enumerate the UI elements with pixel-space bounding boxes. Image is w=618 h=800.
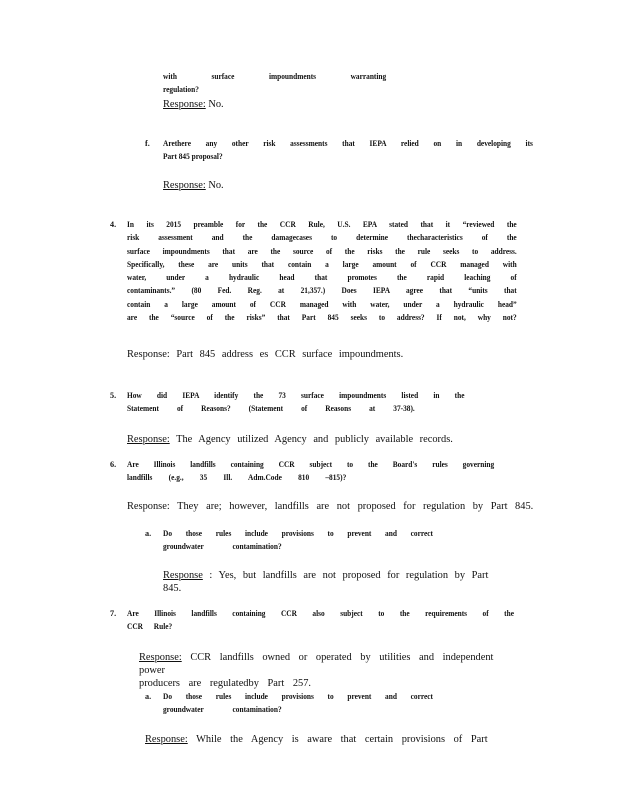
question-6-text: Are Illinois landfills containing CCR subject to the Board's rules governing landfills (e.g., 35 Ill. Adm.Code 810 –815)?: [127, 460, 495, 483]
question-number-7: 7.: [110, 609, 117, 618]
item-marker-7a: a.: [145, 692, 152, 701]
question-number-6: 6.: [110, 460, 117, 469]
question-5-text: How did IEPA identify the 73 surface impoundments listed in the Statement of Reasons? (Statement of Reasons at 37-38).: [127, 391, 465, 414]
response-3e: Response: No.: [163, 99, 224, 110]
response-7a: Response: While the Agency is aware that certain provisions of Part: [145, 734, 488, 745]
response-6: Response: They are; however, landfills are not proposed for regulation by Part 845.: [127, 501, 534, 512]
question-3e-text: with surface impoundments warranting regulation?: [163, 72, 387, 95]
item-marker-f: f.: [145, 139, 150, 148]
question-7a-text: Do those rules include provisions to prevent and correct groundwater contamination?: [163, 692, 433, 715]
question-number-5: 5.: [110, 391, 117, 400]
response-4: Response: Part 845 address es CCR surface impoundments.: [127, 349, 404, 360]
response-5: Response: The Agency utilized Agency and publicly available records.: [127, 434, 453, 445]
item-marker-6a: a.: [145, 529, 152, 538]
question-4-text: In its 2015 preamble for the CCR Rule, U.S. EPA stated that it “reviewed the risk assessment and the damagecases to determine thecharacteristics of the surface impoundments that are the source of the risks the rule seeks to address. Specifically, these are units that contain a large amount of CCR managed with water, under a hydraulic head that promotes the rapid leaching of contaminants.” (80 Fed. Reg. at 21,357.) Does IEPA agree that “units that contain a large amount of CCR managed with water, under a hydraulic head” are the “source of the risks” that Part 845 seeks to address? If not, why not?: [127, 220, 517, 323]
question-7-text: Are Illinois landfills containing CCR also subject to the requirements of the CCR Rule?: [127, 609, 514, 632]
question-6a-text: Do those rules include provisions to prevent and correct groundwater contamination?: [163, 529, 433, 552]
question-number-4: 4.: [110, 220, 117, 229]
response-7: Response: CCR landfills owned or operated by utilities and independent power producers are regulatedby Part 257.: [139, 652, 494, 689]
response-6a: Response : Yes, but landfills are not proposed for regulation by Part 845.: [163, 570, 489, 594]
question-3f-text: Arethere any other risk assessments that IEPA relied on in developing its Part 845 proposal?: [163, 139, 533, 162]
response-3f: Response: No.: [163, 180, 224, 191]
